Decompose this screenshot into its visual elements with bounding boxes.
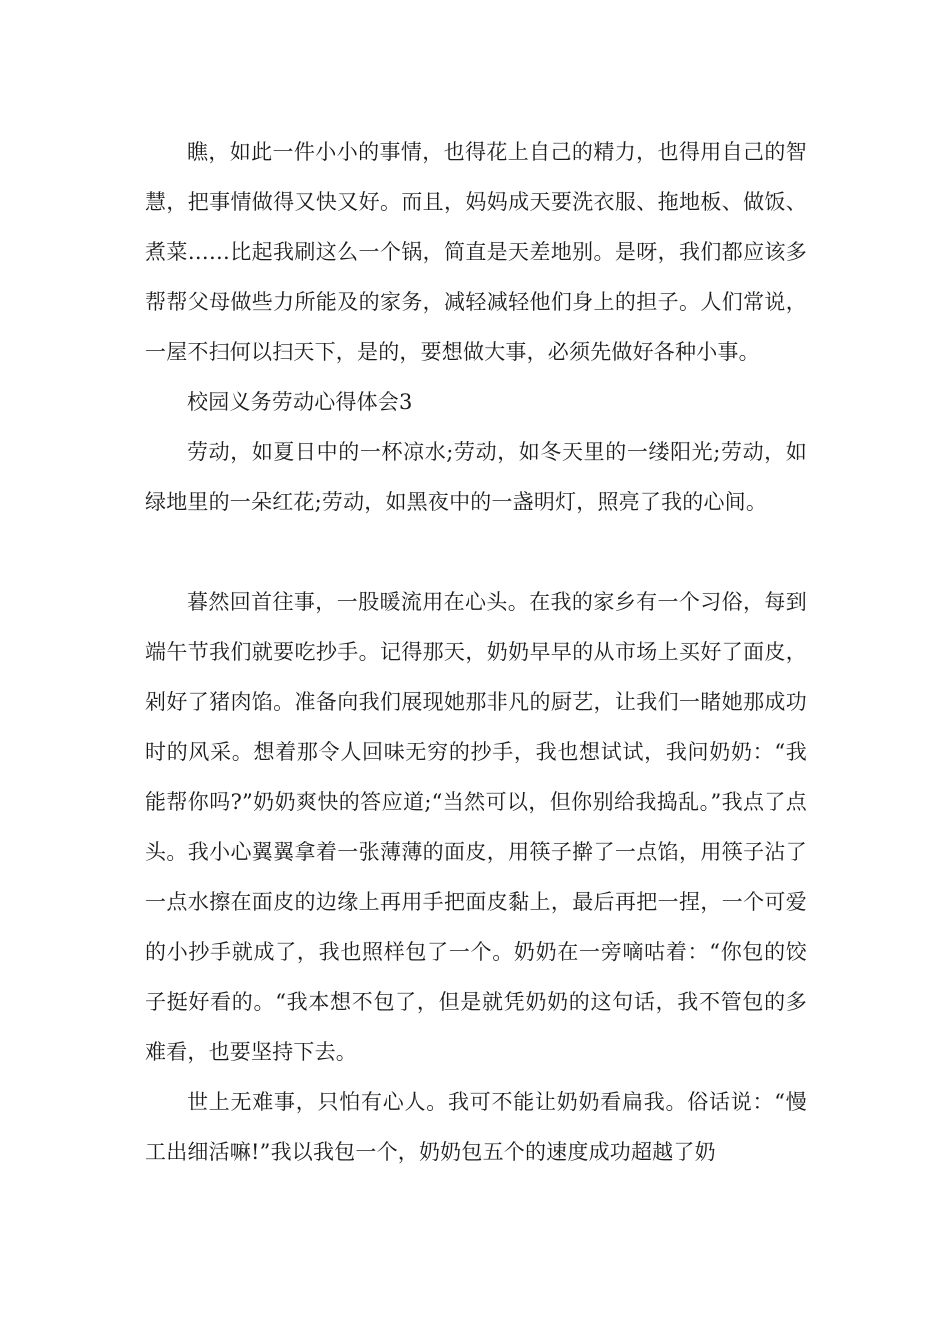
paragraph-2: 劳动，如夏日中的一杯凉水;劳动，如冬天里的一缕阳光;劳动，如绿地里的一朵红花;劳动，如黑夜中的一盏明灯，照亮了我的心间。 — [145, 440, 807, 514]
paragraph-1: 瞧，如此一件小小的事情，也得花上自己的精力，也得用自己的智慧，把事情做得又快又好。而且，妈妈成天要洗衣服、拖地板、做饭、煮菜……比起我刷这么一个锅，简直是天差地别。是呀，我们都应该多帮帮父母做些力所能及的家务，减轻减轻他们身上的担子。人们常说，一屋不扫何以扫天下，是的，要想做大事，必须先做好各种小事。 — [145, 140, 807, 364]
paragraph-4: 世上无难事，只怕有心人。我可不能让奶奶看扁我。俗话说：“慢工出细活嘛!”我以我包一个，奶奶包五个的速度成功超越了奶 — [145, 1090, 807, 1164]
paragraph-3: 暮然回首往事，一股暖流用在心头。在我的家乡有一个习俗，每到端午节我们就要吃抄手。记得那天，奶奶早早的从市场上买好了面皮，剁好了猪肉馅。准备向我们展现她那非凡的厨艺，让我们一睹她那成功时的风采。想着那令人回味无穷的抄手，我也想试试，我问奶奶：“我能帮你吗?”奶奶爽快的答应道;“当然可以，但你别给我捣乱。”我点了点头。我小心翼翼拿着一张薄薄的面皮，用筷子擀了一点馅，用筷子沾了一点水擦在面皮的边缘上再用手把面皮黏上，最后再把一捏，一个可爱的小抄手就成了，我也照样包了一个。奶奶在一旁嘀咕着：“你包的饺子挺好看的。“我本想不包了，但是就凭奶奶的这句话，我不管包的多难看，也要坚持下去。 — [145, 590, 807, 1064]
document-body — [145, 127, 807, 1177]
section-heading: 校园义务劳动心得体会3 — [187, 390, 413, 414]
paragraph-gap — [145, 527, 807, 577]
